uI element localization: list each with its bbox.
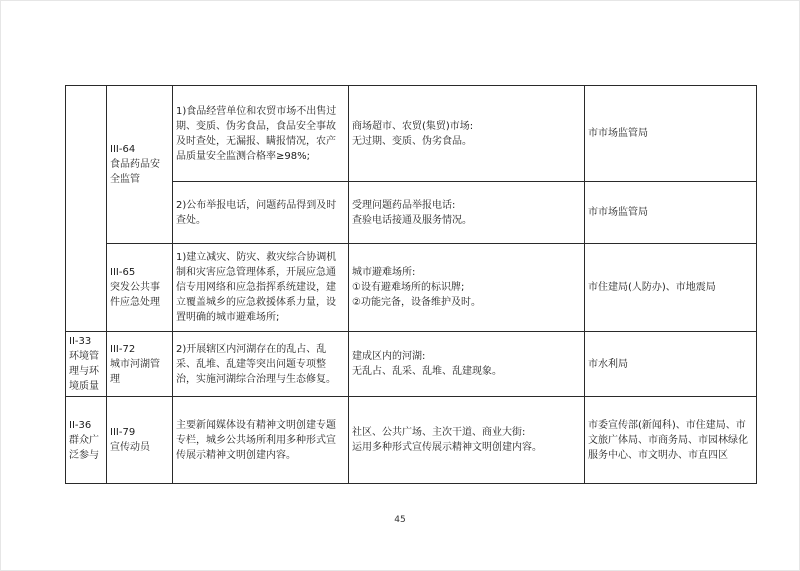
sub-indicator-name: 食品药品安全监管 [110,159,160,185]
place-line: 受理问题药品举报电话: [352,199,456,211]
place-cell [349,182,585,244]
category-cell: II-33 环境管理与环境质量 [66,332,107,397]
standard-cell: 2)公布举报电话，问题药品得到及时查处。 [173,182,349,244]
place-cell [349,397,585,484]
place-line: 运用多种形式宣传展示精神文明创建内容。 [352,442,542,453]
place-line: 社区、公共广场、主次干道、商业大街: [352,427,526,438]
sub-indicator-cell [107,86,173,244]
place-cell [349,332,585,397]
place-line: 建成区内的河湖: [352,351,426,362]
table-row [66,244,757,332]
responsible-cell: 市市场监管局 [585,182,757,244]
standard-cell: 主要新闻媒体设有精神文明创建专题专栏，城乡公共场所利用多种形式宣传展示精神文明创建内容。 [173,397,349,484]
table-row [66,332,757,397]
standards-table [65,85,757,484]
standard-cell: 1)食品经营单位和农贸市场不出售过期、变质、伪劣食品，食品安全事故及时查处，无漏报、瞒报情况，农产品质量安全监测合格率≥98%; [173,86,349,182]
page-number: 45 [394,515,406,525]
place-cell [349,86,585,182]
table-row [66,86,757,182]
sub-indicator-name: 突发公共事件应急处理 [110,282,160,308]
sub-indicator-code: III-64 [110,144,136,155]
sub-indicator-cell [107,397,173,484]
responsible-cell: 市市场监管局 [585,86,757,182]
standard-cell: 1)建立减灾、防灾、救灾综合协调机制和灾害应急管理体系，开展应急通信专用网络和应急指挥系统建设，建立覆盖城乡的应急救援体系力量，设置明确的城市避难场所; [173,244,349,332]
place-line: ②功能完备，设备维护及时。 [352,297,481,308]
responsible-cell: 市水利局 [585,332,757,397]
responsible-cell: 市住建局(人防办)、市地震局 [585,244,757,332]
sub-indicator-code: III-65 [110,267,136,278]
place-line: 商场超市、农贸(集贸)市场: [352,120,474,132]
category-cell [66,86,107,332]
sub-indicator-cell [107,244,173,332]
place-line: 无乱占、乱采、乱堆、乱建现象。 [352,366,502,377]
responsible-cell: 市委宣传部(新闻科)、市住建局、市文旅广体局、市商务局、市园林绿化服务中心、市文明办、市直四区 [585,397,757,484]
sub-indicator-cell [107,332,173,397]
table-row [66,397,757,484]
sub-indicator-name: 城市河湖管理 [110,358,160,385]
place-line: 无过期、变质、伪劣食品。 [352,135,472,147]
sub-indicator-code: III-79 [110,427,136,438]
place-line: 查验电话接通及服务情况。 [352,214,472,226]
standard-cell: 2)开展辖区内河湖存在的乱占、乱采、乱堆、乱建等突出问题专项整治，实施河湖综合治理与生态修复。 [173,332,349,397]
place-cell [349,244,585,332]
place-line: 城市避难场所: [352,267,416,278]
category-cell: II-36 群众广泛参与 [66,397,107,484]
sub-indicator-name: 宣传动员 [110,442,150,453]
sub-indicator-code: III-72 [110,343,136,355]
place-line: ①设有避难场所的标识牌; [352,282,465,293]
